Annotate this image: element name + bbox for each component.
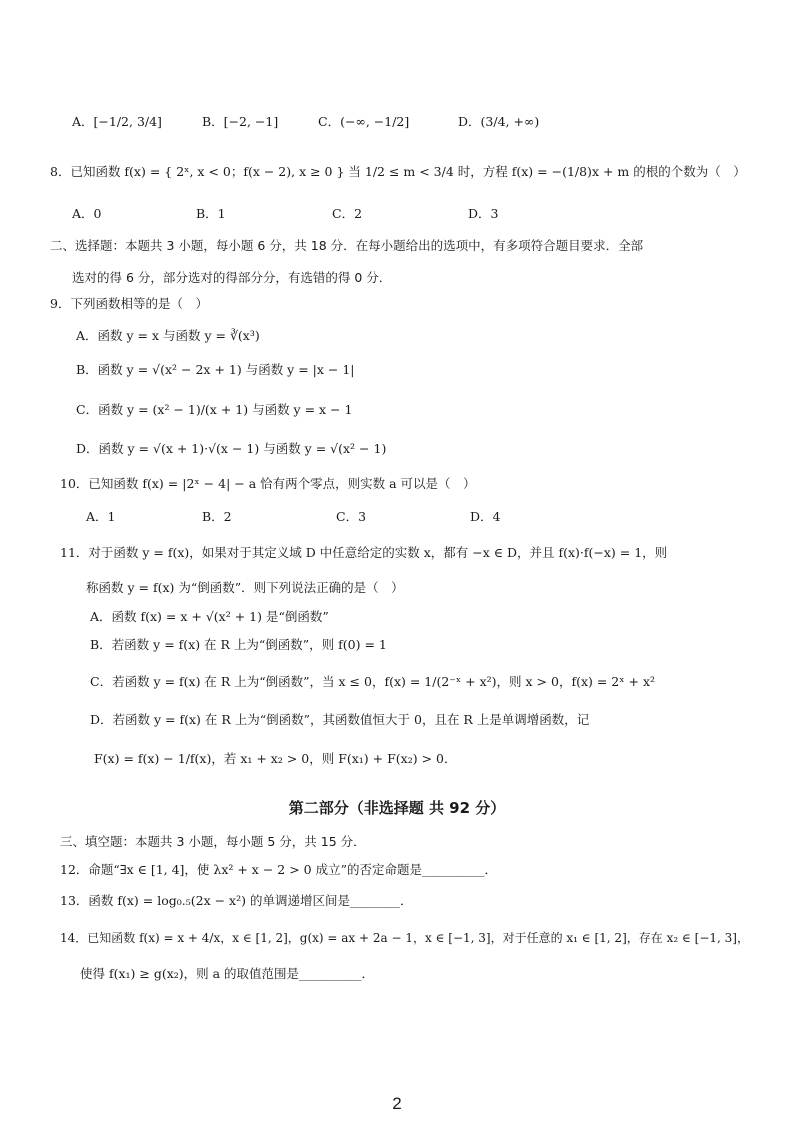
q10-option-d[interactable]: D．4 <box>470 509 501 524</box>
q13: 13．函数 f(x) = log₀.₅(2x − x²) 的单调递增区间是________． <box>60 893 413 908</box>
q8-options <box>72 204 498 222</box>
q10-option-b[interactable]: B．2 <box>202 509 232 524</box>
q14-line2: 使得 f(x₁) ≥ g(x₂)，则 a 的取值范围是__________． <box>80 966 375 981</box>
page-number: 2 <box>392 1094 402 1113</box>
q11-option-d-line2: F(x) = f(x) − 1/f(x)，若 x₁ + x₂ > 0，则 F(x₁) + F(x₂) > 0． <box>94 751 457 766</box>
q9-option-d[interactable]: D．函数 y = √(x + 1)·√(x − 1) 与函数 y = √(x² − 1) <box>76 441 387 456</box>
section2-heading-line1: 二、选择题：本题共 3 小题，每小题 6 分，共 18 分．在每小题给出的选项中，有多项符合题目要求．全部 <box>50 238 644 253</box>
q9-option-a[interactable]: A．函数 y = x 与函数 y = ∛(x³) <box>76 328 260 343</box>
part2-title: 第二部分（非选择题 共 92 分） <box>288 799 506 817</box>
q11-stem-line1: 11．对于函数 y = f(x)，如果对于其定义域 D 中任意给定的实数 x，都有 −x ∈ D，并且 f(x)·f(−x) = 1，则 <box>60 545 668 560</box>
q9-option-b[interactable]: B．函数 y = √(x² − 2x + 1) 与函数 y = |x − 1| <box>76 362 355 377</box>
q7-option-a[interactable]: A．[−1/2, 3/4] <box>72 114 162 129</box>
q8-option-b[interactable]: B．1 <box>196 206 226 221</box>
q11-stem-line2: 称函数 y = f(x) 为“倒函数”．则下列说法正确的是（ ） <box>86 580 404 595</box>
q8-stem: 8．已知函数 f(x) = { 2ˣ, x < 0；f(x − 2), x ≥ 0 } 当 1/2 ≤ m < 3/4 时，方程 f(x) = −(1/8)x + m 的根的个数为（ ） <box>50 164 746 179</box>
q8-option-d[interactable]: D．3 <box>468 206 499 221</box>
q10-option-c[interactable]: C．3 <box>336 509 367 524</box>
q7-option-d[interactable]: D．(3/4, +∞) <box>458 114 540 129</box>
q11-option-a[interactable]: A．函数 f(x) = x + √(x² + 1) 是“倒函数” <box>90 609 329 624</box>
q11-option-c[interactable]: C．若函数 y = f(x) 在 R 上为“倒函数”，当 x ≤ 0，f(x) = 1/(2⁻ˣ + x²)，则 x > 0，f(x) = 2ˣ + x² <box>90 674 656 689</box>
q10-stem: 10．已知函数 f(x) = |2ˣ − 4| − a 恰有两个零点，则实数 a 可以是（ ） <box>60 476 476 491</box>
q11-option-b[interactable]: B．若函数 y = f(x) 在 R 上为“倒函数”，则 f(0) = 1 <box>90 637 387 652</box>
section3-heading: 三、填空题：本题共 3 小题，每小题 5 分，共 15 分． <box>60 834 366 849</box>
q7-option-b[interactable]: B．[−2, −1] <box>202 114 279 129</box>
q14-line1: 14．已知函数 f(x) = x + 4/x，x ∈ [1, 2]，g(x) = ax + 2a − 1，x ∈ [−1, 3]，对于任意的 x₁ ∈ [1, 2]，存在 x₂ ∈ [−1, 3]， <box>60 931 749 945</box>
section2-heading-line2: 选对的得 6 分，部分选对的得部分分，有选错的得 0 分． <box>72 270 392 285</box>
q10-option-a[interactable]: A．1 <box>86 509 116 524</box>
q10-options <box>86 507 500 525</box>
q9-option-c[interactable]: C．函数 y = (x² − 1)/(x + 1) 与函数 y = x − 1 <box>76 402 353 417</box>
q7-option-c[interactable]: C．(−∞, −1/2] <box>318 114 410 129</box>
q11-option-d-line1[interactable]: D．若函数 y = f(x) 在 R 上为“倒函数”，其函数值恒大于 0，且在 R 上是单调增函数，记 <box>90 712 590 727</box>
q12: 12．命题“∃x ∈ [1, 4]，使 λx² + x − 2 > 0 成立”的否定命题是__________． <box>60 862 497 877</box>
q8-option-c[interactable]: C．2 <box>332 206 363 221</box>
q8-option-a[interactable]: A．0 <box>72 206 102 221</box>
q7-options <box>72 112 539 130</box>
q9-stem: 9．下列函数相等的是（ ） <box>50 296 208 311</box>
